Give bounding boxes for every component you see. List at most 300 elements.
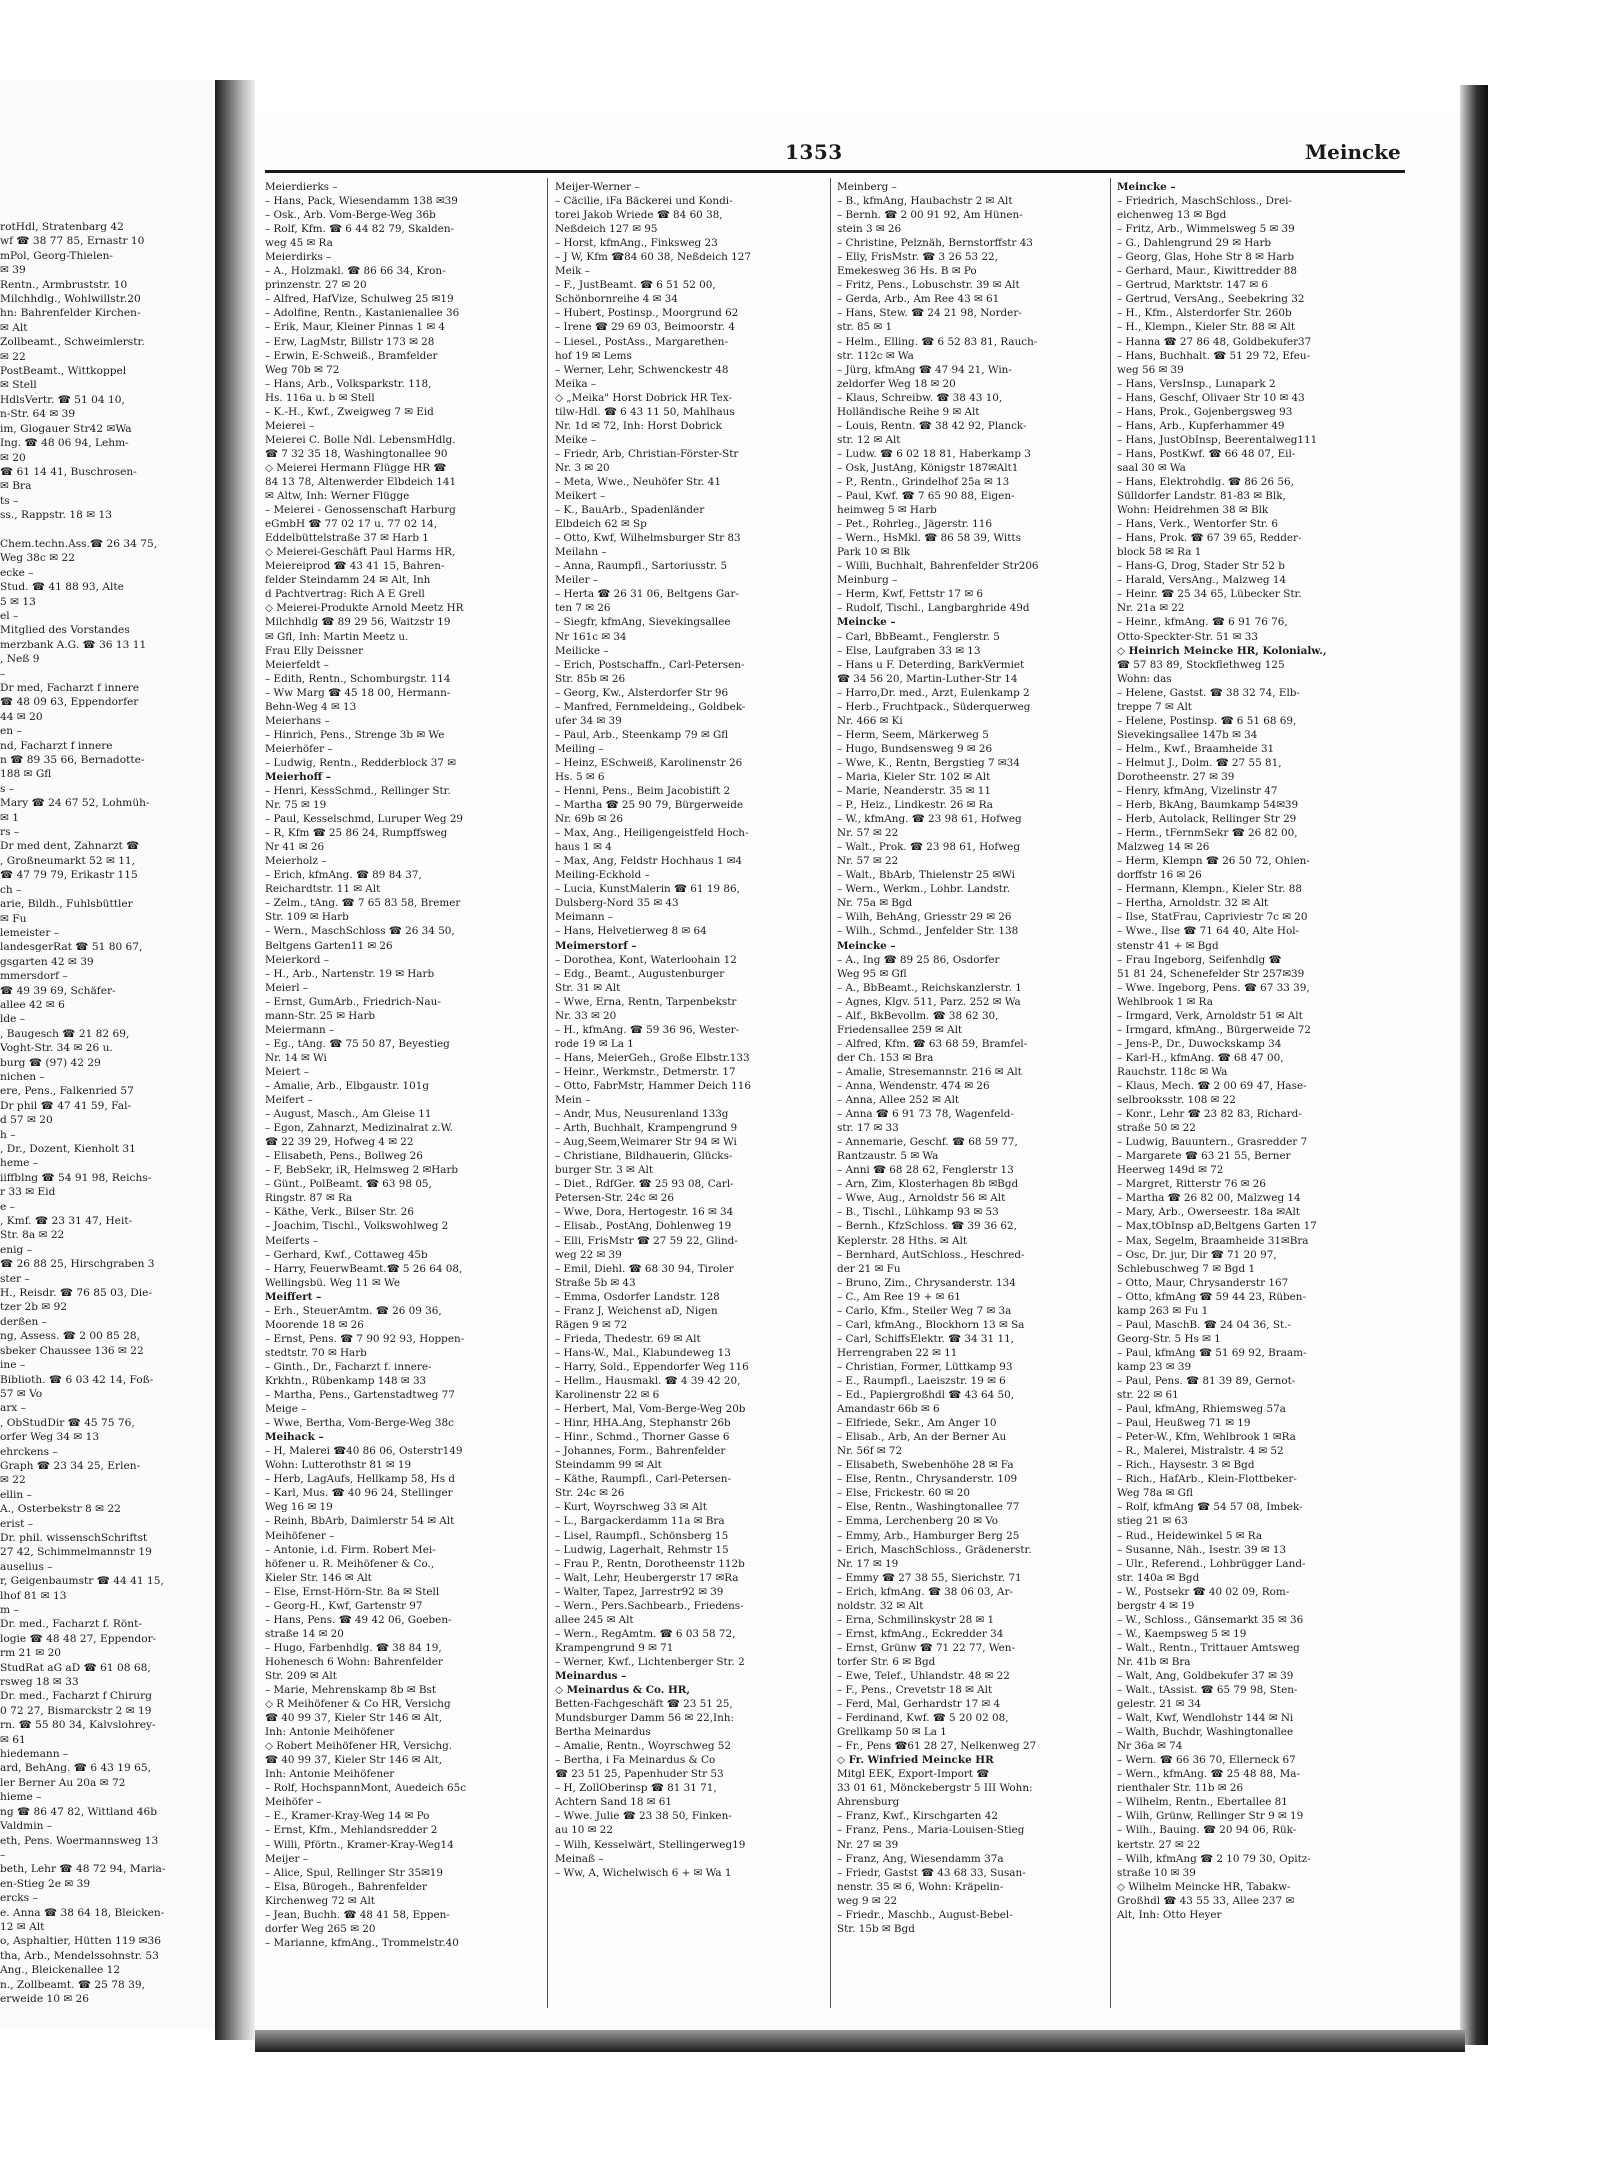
left-page-line: 0 72 27, Bismarckstr 2 ✉ 19 bbox=[0, 1704, 152, 1717]
left-page-line bbox=[0, 523, 210, 537]
directory-entry-line: – F., Pens., Crevetstr 18 ✉ Alt bbox=[837, 1684, 993, 1697]
left-page-line: ler Berner Au 20a ✉ 72 bbox=[0, 1776, 126, 1789]
left-page-column bbox=[0, 220, 210, 2006]
left-page-line: heme – bbox=[0, 1157, 39, 1170]
directory-entry-line: – Wern. ☎ 66 36 70, Ellerneck 67 bbox=[1117, 1754, 1296, 1767]
left-page-line: StudRat aG aD ☎ 61 08 68, bbox=[0, 1661, 151, 1674]
directory-entry-line: Meiferts – bbox=[265, 1234, 319, 1247]
directory-entry-line: – Irene ☎ 29 69 03, Beimoorstr. 4 bbox=[555, 321, 735, 334]
directory-entry-line: Reichardtstr. 11 ✉ Alt bbox=[265, 883, 381, 896]
directory-entry-line: hof 19 ✉ Lems bbox=[555, 349, 632, 362]
directory-entry-line: Großhdl ☎ 43 55 33, Allee 237 ✉ bbox=[1117, 1894, 1295, 1907]
directory-entry-line: – Siegfr, kfmAng, Sievekingsallee bbox=[555, 616, 731, 629]
left-page-line: ecke – bbox=[0, 566, 34, 579]
directory-entry-line: ◇ Meinardus & Co. HR, bbox=[555, 1684, 691, 1697]
left-page-line: ss., Rappstr. 18 ✉ 13 bbox=[0, 509, 112, 522]
left-page-line: Stud. ☎ 41 88 93, Alte bbox=[0, 581, 124, 594]
directory-entry-line: Meinburg – bbox=[837, 574, 898, 587]
directory-entry-line: – Martha ☎ 26 82 00, Malzweg 14 bbox=[1117, 1192, 1301, 1205]
directory-entry-line: – Ernst, Pens. ☎ 7 90 92 93, Hoppen- bbox=[265, 1332, 465, 1345]
directory-entry-line: – Paul, Kesselschmd, Luruper Weg 29 bbox=[265, 813, 464, 826]
directory-entry-line: – Bruno, Zim., Chrysanderstr. 134 bbox=[837, 1276, 1016, 1289]
directory-entry-line: – Carl, kfmAng., Blockhorn 13 ✉ Sa bbox=[837, 1318, 1025, 1331]
directory-entry-line: – W., kfmAng. ☎ 23 98 61, Hofweg bbox=[837, 813, 1022, 826]
directory-entry-line: Krampengrund 9 ✉ 71 bbox=[555, 1641, 674, 1654]
directory-entry-line: – Margret, Ritterstr 76 ✉ 26 bbox=[1117, 1178, 1266, 1191]
directory-entry-line: Friedensallee 259 ✉ Alt bbox=[837, 1023, 963, 1036]
directory-entry-line: Mitgl EEK, Export-Import ☎ bbox=[837, 1768, 990, 1781]
left-page-line: n ☎ 89 35 66, Bernadotte- bbox=[0, 754, 145, 767]
directory-entry-line: – Hans, Pack, Wiesendamm 138 ✉39 bbox=[265, 195, 458, 208]
directory-entry-line: Straße 5b ✉ 43 bbox=[555, 1276, 636, 1289]
directory-entry-line: Heerweg 149d ✉ 72 bbox=[1117, 1164, 1224, 1177]
directory-entry-line: – Lisel, Raumpfl., Schönsberg 15 bbox=[555, 1529, 729, 1542]
directory-entry-line: – Herb., Fruchtpack., Süderquerweg bbox=[837, 700, 1031, 713]
directory-entry-line: – C., Am Ree 19 + ✉ 61 bbox=[837, 1290, 961, 1303]
left-page-line: nd, Facharzt f innere bbox=[0, 739, 113, 752]
directory-entry-line: gelestr. 21 ✉ 34 bbox=[1117, 1698, 1201, 1711]
directory-entry-line: – Friedr., Maschb., August-Bebel- bbox=[837, 1908, 1013, 1921]
left-page-line: hieme – bbox=[0, 1791, 42, 1804]
directory-entry-line: – Elisab., Arb, An der Berner Au bbox=[837, 1431, 1007, 1444]
directory-entry-line: – B., Tischl., Lühkamp 93 ✉ 53 bbox=[837, 1206, 999, 1219]
directory-entry-line: – Pet., Rohrleg., Jägerstr. 116 bbox=[837, 518, 992, 531]
directory-entry-line: – Wern., RegAmtm. ☎ 6 03 58 72, bbox=[555, 1627, 736, 1640]
column-divider bbox=[547, 178, 548, 2008]
directory-entry-line: d Pachtvertrag: Rich A E Grell bbox=[265, 588, 425, 601]
directory-entry-line: Meierhans – bbox=[265, 714, 330, 727]
directory-entry-line: – Wern., Pers.Sachbearb., Friedens- bbox=[555, 1599, 744, 1612]
directory-entry-line: – Dorothea, Kont, Waterloohain 12 bbox=[555, 953, 737, 966]
directory-entry-line: – Franz, Pens., Maria-Louisen-Stieg bbox=[837, 1824, 1025, 1837]
left-page-line: Biblioth. ☎ 6 03 42 14, Foß- bbox=[0, 1373, 154, 1386]
directory-entry-line: Amandastr 66b ✉ 6 bbox=[837, 1403, 940, 1416]
directory-entry-line: Bertha Meinardus bbox=[555, 1726, 651, 1739]
left-page-line: lhof 81 ✉ 13 bbox=[0, 1589, 67, 1602]
directory-entry-line: – Erh., SteuerAmtm. ☎ 26 09 36, bbox=[265, 1304, 442, 1317]
directory-entry-line: – Rolf, HochspannMont, Auedeich 65c bbox=[265, 1782, 467, 1795]
directory-entry-line: – Willi, Pförtn., Kramer-Kray-Weg14 bbox=[265, 1838, 454, 1851]
directory-entry-line: – Emmy ☎ 27 38 55, Sierichstr. 71 bbox=[837, 1571, 1022, 1584]
directory-entry-line: – Herm, Seem, Märkerweg 5 bbox=[837, 728, 989, 741]
left-page-line: h – bbox=[0, 1128, 16, 1141]
directory-entry-line: Meikert – bbox=[555, 490, 606, 503]
left-page-line: ✉ Stell bbox=[0, 379, 37, 392]
left-page-line: auselius – bbox=[0, 1560, 53, 1573]
directory-entry-line: – Elfriede, Sekr., Am Anger 10 bbox=[837, 1417, 997, 1430]
directory-entry-line: – Kurt, Woyrschweg 33 ✉ Alt bbox=[555, 1501, 707, 1514]
directory-entry-line: – Agnes, Klgv. 511, Parz. 252 ✉ Wa bbox=[837, 995, 1021, 1008]
directory-entry-line: – Manfred, Fernmeldeing., Goldbek- bbox=[555, 700, 746, 713]
left-page-line: ☎ 47 79 79, Erikastr 115 bbox=[0, 869, 138, 882]
directory-entry-line: – Frau Ingeborg, Seifenhdlg ☎ bbox=[1117, 953, 1282, 966]
directory-entry-line: Str. 31 ✉ Alt bbox=[555, 981, 621, 994]
directory-entry-line: stenstr 41 + ✉ Bgd bbox=[1117, 939, 1219, 952]
directory-entry-line: Meinaß – bbox=[555, 1852, 604, 1865]
directory-entry-line: Meierei C. Bolle Ndl. LebensmHdlg. bbox=[265, 433, 456, 446]
left-page-line: ✉ 39 bbox=[0, 264, 26, 277]
left-page-line: Chem.techn.Ass.☎ 26 34 75, bbox=[0, 537, 158, 550]
directory-entry-line: – Helene, Postinsp. ☎ 6 51 68 69, bbox=[1117, 714, 1297, 727]
directory-entry-line: – Max, Segelm, Braamheide 31✉Bra bbox=[1117, 1234, 1309, 1247]
directory-entry-line: – Ed., Papiergroßhdl ☎ 43 64 50, bbox=[837, 1389, 1015, 1402]
directory-entry-line: – Alf., BkBevollm. ☎ 38 62 30, bbox=[837, 1009, 999, 1022]
directory-entry-line: – Ferdinand, Kwf. ☎ 5 20 02 08, bbox=[837, 1712, 1009, 1725]
left-page-line: , Neß 9 bbox=[0, 653, 40, 666]
left-page-line: n., Zollbeamt. ☎ 25 78 39, bbox=[0, 1978, 145, 1991]
directory-entry-line: ten 7 ✉ 26 bbox=[555, 602, 611, 615]
directory-entry-line: Keplerstr. 28 Hths. ✉ Alt bbox=[837, 1234, 968, 1247]
directory-entry-line: Ahrensburg bbox=[837, 1796, 900, 1809]
left-page-line: e. Anna ☎ 38 64 18, Bleicken- bbox=[0, 1906, 165, 1919]
directory-entry-line: Neßdeich 127 ✉ 95 bbox=[555, 223, 658, 236]
left-page-line: , Kmf. ☎ 23 31 47, Heit- bbox=[0, 1215, 133, 1228]
directory-entry-line: dorfer Weg 265 ✉ 20 bbox=[265, 1922, 376, 1935]
directory-entry-line: – Fritz, Arb., Wimmelsweg 5 ✉ 39 bbox=[1117, 223, 1295, 236]
directory-entry-line: kamp 23 ✉ 39 bbox=[1117, 1360, 1192, 1373]
left-page-line: ✉ Bra bbox=[0, 480, 32, 493]
directory-entry-line: – Erich, kfmAng. ☎ 89 84 37, bbox=[265, 869, 422, 882]
directory-entry-line: ☎ 22 39 29, Hofweg 4 ✉ 22 bbox=[265, 1136, 414, 1149]
directory-entry-line: – Margarete ☎ 63 21 55, Berner bbox=[1117, 1150, 1291, 1163]
left-page-line: , Großneumarkt 52 ✉ 11, bbox=[0, 854, 136, 867]
left-page-line: ercks – bbox=[0, 1892, 38, 1905]
directory-entry-line: – Alice, Spul, Rellinger Str 35✉19 bbox=[265, 1866, 444, 1879]
directory-entry-line: – H., kfmAng. ☎ 59 36 96, Wester- bbox=[555, 1023, 740, 1036]
left-page-line: derßen – bbox=[0, 1315, 47, 1328]
directory-entry-line: – Georg-H., Kwf, Gartenstr 97 bbox=[265, 1599, 423, 1612]
directory-entry-line: – Egon, Zahnarzt, Medizinalrat z.W. bbox=[265, 1122, 453, 1135]
directory-entry-line: Otto-Speckter-Str. 51 ✉ 33 bbox=[1117, 630, 1258, 643]
directory-entry-line: – Anni ☎ 68 28 62, Fenglerstr 13 bbox=[837, 1164, 1014, 1177]
directory-entry-line: – Franz J, Weichenst aD, Nigen bbox=[555, 1304, 718, 1317]
directory-entry-line: Meijer – bbox=[265, 1852, 308, 1865]
directory-entry-line: rienthaler Str. 11b ✉ 26 bbox=[1117, 1782, 1244, 1795]
directory-entry-line: – Erich, MaschSchloss., Grädenerstr. bbox=[837, 1543, 1032, 1556]
directory-entry-line: – Herm, Kwf, Fettstr 17 ✉ 6 bbox=[837, 588, 983, 601]
left-page-line: 27 42, Schimmelmannstr 19 bbox=[0, 1546, 152, 1559]
left-page-line: A., Osterbekstr 8 ✉ 22 bbox=[0, 1503, 121, 1516]
directory-entry-line: – Christian, Former, Lüttkamp 93 bbox=[837, 1360, 1013, 1373]
left-page-line: arie, Bildh., Fuhlsbüttler bbox=[0, 898, 133, 911]
directory-entry-line: – Ewe, Telef., Uhlandstr. 48 ✉ 22 bbox=[837, 1669, 1010, 1682]
left-page-line: Rentn., Armbruststr. 10 bbox=[0, 278, 128, 291]
left-page-line: ✉ 22 bbox=[0, 350, 26, 363]
directory-entry-line: Nr. 17 ✉ 19 bbox=[837, 1557, 899, 1570]
directory-entry-line: – Erna, Schmilinskystr 28 ✉ 1 bbox=[837, 1613, 995, 1626]
directory-entry-line: Nr. 27 ✉ 39 bbox=[837, 1838, 899, 1851]
directory-entry-line: – Lucia, KunstMalerin ☎ 61 19 86, bbox=[555, 883, 740, 896]
directory-entry-line: – Frieda, Thedestr. 69 ✉ Alt bbox=[555, 1332, 701, 1345]
directory-entry-line: – Werner, Kwf., Lichtenberger Str. 2 bbox=[555, 1655, 745, 1668]
left-page-line: landesgerRat ☎ 51 80 67, bbox=[0, 941, 143, 954]
left-page-line: wf ☎ 38 77 85, Ernastr 10 bbox=[0, 235, 145, 248]
left-page-line: eth, Pens. Woermannsweg 13 bbox=[0, 1834, 159, 1847]
directory-entry-line: eichenweg 13 ✉ Bgd bbox=[1117, 209, 1227, 222]
directory-entry-line: Meiffert – bbox=[265, 1290, 322, 1303]
directory-entry-line: zeldorfer Weg 18 ✉ 20 bbox=[837, 377, 956, 390]
directory-entry-line: – Klaus, Mech. ☎ 2 00 69 47, Hase- bbox=[1117, 1080, 1307, 1092]
directory-entry-line: Nr. 41b ✉ Bra bbox=[1117, 1655, 1191, 1668]
directory-entry-line: Eddelbüttelstraße 37 ✉ Harb 1 bbox=[265, 532, 429, 545]
left-page-line: Voght-Str. 34 ✉ 26 u. bbox=[0, 1042, 113, 1055]
directory-entry-line: – H., Arb., Nartenstr. 19 ✉ Harb bbox=[265, 967, 435, 980]
directory-entry-line: – Ww Marg ☎ 45 18 00, Hermann- bbox=[265, 686, 451, 699]
directory-entry-line: Karolinenstr 22 ✉ 6 bbox=[555, 1389, 660, 1402]
directory-entry-line: Meinardus – bbox=[555, 1669, 627, 1682]
directory-entry-line: ☎ 40 99 37, Kieler Str 146 ✉ Alt, bbox=[265, 1712, 443, 1725]
left-page-line: Mary ☎ 24 67 52, Lohmüh- bbox=[0, 797, 150, 810]
directory-entry-line: Meiling – bbox=[555, 742, 604, 755]
directory-entry-line: – Walth, Buchdr, Washingtonallee bbox=[1117, 1726, 1294, 1739]
directory-entry-line: nenstr. 35 ✉ 6, Wohn: Kräpelin- bbox=[837, 1880, 1004, 1893]
directory-entry-line: Emekesweg 36 Hs. B ✉ Po bbox=[837, 265, 977, 278]
directory-column-2 bbox=[555, 180, 835, 1880]
left-page-line: hn: Bahrenfelder Kirchen- bbox=[0, 307, 141, 320]
directory-entry-line: stieg 21 ✉ 63 bbox=[1117, 1515, 1188, 1528]
directory-entry-line: – Erich, kfmAng. ☎ 38 06 03, Ar- bbox=[837, 1585, 1014, 1598]
directory-entry-line: – Ernst, GumArb., Friedrich-Nau- bbox=[265, 995, 441, 1008]
directory-column-1 bbox=[265, 180, 545, 1950]
directory-entry-line: – Konr., Lehr ☎ 23 82 83, Richard- bbox=[1117, 1108, 1302, 1121]
directory-entry-line: – R, Kfm ☎ 25 86 24, Rumpffsweg bbox=[265, 827, 448, 840]
directory-entry-line: Meimann – bbox=[555, 911, 614, 924]
directory-entry-line: Meincke – bbox=[1117, 181, 1176, 193]
left-page-line: erist – bbox=[0, 1517, 34, 1530]
directory-entry-line: stein 3 ✉ 26 bbox=[837, 223, 902, 236]
directory-entry-line: saal 30 ✉ Wa bbox=[1117, 461, 1186, 474]
directory-entry-line: – Walt., BbArb, Thielenstr 25 ✉Wi bbox=[837, 869, 1015, 882]
directory-entry-line: – Hinr., Schmd., Thorner Gasse 6 bbox=[555, 1431, 730, 1444]
left-page-line: hiedemann – bbox=[0, 1748, 69, 1761]
directory-entry-line: 51 81 24, Schenefelder Str 257✉39 bbox=[1117, 967, 1305, 980]
directory-entry-line: Meilahn – bbox=[555, 546, 607, 559]
directory-entry-line: Str. 109 ✉ Harb bbox=[265, 911, 349, 924]
directory-entry-line: – Amalie, Arb., Elbgaustr. 101g bbox=[265, 1080, 430, 1092]
directory-entry-line: ◇ Meierei Hermann Flügge HR ☎ bbox=[265, 461, 447, 474]
directory-entry-line: – Gerda, Arb., Am Ree 43 ✉ 61 bbox=[837, 293, 1000, 306]
directory-entry-line: Inh: Antonie Meihöfener bbox=[265, 1768, 395, 1781]
directory-entry-line: Hs. 5 ✉ 6 bbox=[555, 770, 605, 783]
left-page-line: PostBeamt., Wittkoppel bbox=[0, 365, 127, 378]
directory-entry-line: tilw-Hdl. ☎ 6 43 11 50, Mahlhaus bbox=[555, 405, 735, 418]
directory-entry-line: – E., Kramer-Kray-Weg 14 ✉ Po bbox=[265, 1810, 430, 1823]
directory-entry-line: Malzweg 14 ✉ 26 bbox=[1117, 841, 1210, 854]
directory-entry-line: – Horst, kfmAng., Finksweg 23 bbox=[555, 237, 718, 250]
directory-entry-line: Meige – bbox=[265, 1403, 307, 1416]
left-page-line: lde – bbox=[0, 1013, 26, 1026]
directory-entry-line: – Anna ☎ 6 91 73 78, Wagenfeld- bbox=[837, 1108, 1014, 1121]
left-page-line: ☎ 26 88 25, Hirschgraben 3 bbox=[0, 1258, 155, 1271]
left-page-line: ellin – bbox=[0, 1488, 32, 1501]
directory-entry-line: – Hans, Geschf, Olivaer Str 10 ✉ 43 bbox=[1117, 391, 1305, 404]
left-page-line: , Dr., Dozent, Kienholt 31 bbox=[0, 1143, 136, 1155]
directory-entry-line: – Wwe, K., Rentn, Bergstieg 7 ✉34 bbox=[837, 756, 1020, 769]
left-page-line: im, Glogauer Str42 ✉Wa bbox=[0, 422, 132, 435]
directory-entry-line: Nr 41 ✉ 26 bbox=[265, 841, 325, 854]
directory-entry-line: – Wern., kfmAng. ☎ 25 48 88, Ma- bbox=[1117, 1768, 1300, 1781]
directory-entry-line: – Herm, Klempn ☎ 26 50 72, Ohlen- bbox=[1117, 855, 1310, 868]
directory-entry-line: – Hellm., Hausmakl. ☎ 4 39 42 20, bbox=[555, 1374, 741, 1387]
left-page-line: 44 ✉ 20 bbox=[0, 710, 43, 723]
directory-entry-line: – Martha ☎ 25 90 79, Bürgerweide bbox=[555, 799, 744, 812]
directory-entry-line: – Wilh, Kesselwärt, Stellingerweg19 bbox=[555, 1838, 746, 1851]
directory-entry-line: dorffstr 16 ✉ 26 bbox=[1117, 869, 1202, 882]
directory-entry-line: Holländische Reihe 9 ✉ Alt bbox=[837, 405, 980, 418]
directory-entry-line: Meierei – bbox=[265, 419, 315, 432]
directory-entry-line: Nr 161c ✉ 34 bbox=[555, 630, 627, 643]
directory-entry-line: straße 14 ✉ 20 bbox=[265, 1627, 344, 1640]
directory-entry-line: Frau Elly Deissner bbox=[265, 644, 364, 657]
directory-entry-line: – A., Ing ☎ 89 25 86, Osdorfer bbox=[837, 953, 1000, 966]
directory-entry-line: – Paul, Pens. ☎ 81 39 89, Gernot- bbox=[1117, 1374, 1296, 1387]
directory-entry-line: – Henri, KessSchmd., Rellinger Str. bbox=[265, 785, 451, 798]
directory-entry-line: felder Steindamm 24 ✉ Alt, Inh bbox=[265, 574, 431, 587]
directory-entry-line: – Bernh., KfzSchloss. ☎ 39 36 62, bbox=[837, 1220, 1017, 1233]
directory-entry-line: Weg 95 ✉ Gfl bbox=[837, 967, 907, 980]
directory-entry-line: – F., JustBeamt. ☎ 6 51 52 00, bbox=[555, 279, 716, 292]
directory-entry-line: – Anna, Raumpfl., Sartoriusstr. 5 bbox=[555, 560, 728, 573]
directory-entry-line: – W., Schloss., Gänsemarkt 35 ✉ 36 bbox=[1117, 1613, 1304, 1626]
left-page-line: Dr med, Facharzt f innere bbox=[0, 682, 139, 694]
directory-entry-line: – Günt., PolBeamt. ☎ 63 98 05, bbox=[265, 1178, 432, 1191]
directory-entry-line: – Hans, Pens. ☎ 49 42 06, Goeben- bbox=[265, 1613, 452, 1626]
directory-entry-line: Str. 85b ✉ 26 bbox=[555, 672, 626, 685]
left-page-line: el – bbox=[0, 609, 19, 622]
directory-entry-line: weg 45 ✉ Ra bbox=[265, 237, 333, 250]
directory-entry-line: haus 1 ✉ 4 bbox=[555, 841, 612, 854]
directory-entry-line: Meiling-Eckhold – bbox=[555, 869, 650, 882]
directory-entry-line: – Irmgard, Verk, Arnoldstr 51 ✉ Alt bbox=[1117, 1009, 1303, 1022]
left-page-line: Dr med dent, Zahnarzt ☎ bbox=[0, 840, 140, 853]
left-page-line: ✉ 61 bbox=[0, 1733, 26, 1746]
directory-entry-line: ☎ 57 83 89, Stockflethweg 125 bbox=[1117, 658, 1285, 671]
directory-entry-line: Elbdeich 62 ✉ Sp bbox=[555, 518, 647, 531]
left-page-line: ch – bbox=[0, 883, 22, 896]
directory-entry-line: – Anna, Wendenstr. 474 ✉ 26 bbox=[837, 1080, 990, 1092]
directory-entry-line: – P., Heiz., Lindkestr. 26 ✉ Ra bbox=[837, 799, 993, 812]
directory-entry-line: Kirchenweg 72 ✉ Alt bbox=[265, 1894, 375, 1907]
directory-entry-line: au 10 ✉ 22 bbox=[555, 1824, 613, 1837]
directory-entry-line: – Jürg, kfmAng ☎ 47 94 21, Win- bbox=[837, 363, 1012, 376]
left-page-line: Ang., Bleickenallee 12 bbox=[0, 1964, 121, 1977]
directory-entry-line: ◇ R Meihöfener & Co HR, Versichg bbox=[265, 1698, 451, 1711]
directory-entry-line: Meihöfener – bbox=[265, 1529, 335, 1542]
directory-entry-line: – Fr., Pens ☎61 28 27, Nelkenweg 27 bbox=[837, 1740, 1037, 1753]
directory-entry-line: Meiereiprod ☎ 43 41 15, Bahren- bbox=[265, 560, 445, 573]
left-page-line: e – bbox=[0, 1200, 15, 1213]
left-page-line: arx – bbox=[0, 1402, 27, 1415]
directory-entry-line: – Elisab., PostAng, Dohlenweg 19 bbox=[555, 1220, 732, 1233]
directory-entry-line: Schlebuschweg 7 ✉ Bgd 1 bbox=[1117, 1262, 1256, 1275]
directory-entry-line: – Harry, FeuerwBeamt.☎ 5 26 64 08, bbox=[265, 1262, 463, 1275]
left-page-line: ine – bbox=[0, 1359, 26, 1372]
directory-entry-line: weg 56 ✉ 39 bbox=[1117, 363, 1184, 376]
directory-entry-line: – Louis, Rentn. ☎ 38 42 92, Planck- bbox=[837, 419, 1027, 432]
directory-entry-line: Nr. 56f ✉ 72 bbox=[837, 1445, 903, 1458]
directory-entry-line: Meierhoff – bbox=[265, 770, 331, 783]
left-page-line: beth, Lehr ☎ 48 72 94, Maria- bbox=[0, 1863, 166, 1876]
directory-entry-line: – G., Dahlengrund 29 ✉ Harb bbox=[1117, 237, 1272, 250]
directory-entry-line: – Andr, Mus, Neusurenland 133g bbox=[555, 1108, 729, 1121]
left-page-line: Ing. ☎ 48 06 94, Lehm- bbox=[0, 437, 129, 450]
directory-entry-line: – Irmgard, kfmAng., Bürgerweide 72 bbox=[1117, 1023, 1311, 1036]
directory-entry-line: – Hans, Elektrohdlg. ☎ 86 26 56, bbox=[1117, 475, 1294, 488]
left-page-line: H., Reisdr. ☎ 76 85 03, Die- bbox=[0, 1287, 153, 1300]
directory-entry-line: – Elsa, Bürogeh., Bahrenfelder bbox=[265, 1880, 427, 1893]
directory-entry-line: – Diet., RdfGer. ☎ 25 93 08, Carl- bbox=[555, 1178, 734, 1191]
left-page-line: , Baugesch ☎ 21 82 69, bbox=[0, 1027, 130, 1040]
directory-entry-line: – Gerhard, Kwf., Cottaweg 45b bbox=[265, 1248, 428, 1261]
directory-entry-line: – Wwe, Aug., Arnoldstr 56 ✉ Alt bbox=[837, 1192, 1006, 1205]
directory-entry-line: – Amalie, Stresemannstr. 216 ✉ Alt bbox=[837, 1065, 1022, 1078]
directory-entry-line: – Hans u F. Deterding, BarkVermiet bbox=[837, 658, 1025, 671]
directory-entry-line: – Heinr., Werkmstr., Detmerstr. 17 bbox=[555, 1065, 736, 1078]
directory-entry-line: Meihack – bbox=[265, 1431, 324, 1444]
directory-entry-line: – Antonie, i.d. Firm. Robert Mei- bbox=[265, 1543, 436, 1556]
directory-entry-line: Wohn: Heidrehmen 38 ✉ Blk bbox=[1117, 504, 1269, 517]
directory-entry-line: – Hertha, Arnoldstr. 32 ✉ Alt bbox=[1117, 897, 1269, 910]
directory-entry-line: – Hans, JustObInsp, Beerentalweg111 bbox=[1117, 433, 1318, 446]
directory-entry-line: Dulsberg-Nord 35 ✉ 43 bbox=[555, 897, 679, 910]
directory-entry-line: ◇ Heinrich Meincke HR, Kolonialw., bbox=[1117, 644, 1327, 657]
directory-entry-line: ☎ 7 32 35 18, Washingtonallee 90 bbox=[265, 447, 448, 460]
directory-entry-line: – Rud., Heidewinkel 5 ✉ Ra bbox=[1117, 1529, 1263, 1542]
directory-entry-line: – Aug,Seem,Weimarer Str 94 ✉ Wi bbox=[555, 1136, 737, 1149]
directory-entry-line: str. 12 ✉ Alt bbox=[837, 433, 901, 446]
left-page-line: rm 21 ✉ 20 bbox=[0, 1647, 62, 1660]
directory-entry-line: – Heinr., kfmAng. ☎ 6 91 76 76, bbox=[1117, 616, 1288, 629]
directory-entry-line: – Helene, Gastst. ☎ 38 32 74, Elb- bbox=[1117, 686, 1300, 699]
directory-entry-line: – Wern., MaschSchloss ☎ 26 34 50, bbox=[265, 925, 455, 938]
directory-entry-line: – Arth, Buchhalt, Krampengrund 9 bbox=[555, 1122, 738, 1135]
running-head: Meincke bbox=[1305, 140, 1401, 164]
left-page-line: , ObStudDir ☎ 45 75 76, bbox=[0, 1416, 135, 1429]
page-bottom-edge bbox=[255, 2030, 1465, 2052]
directory-entry-line: – Hans, Arb., Volksparkstr. 118, bbox=[265, 377, 432, 390]
directory-entry-line: Krkhtn., Rübenkamp 148 ✉ 33 bbox=[265, 1374, 427, 1387]
directory-entry-line: – Anna, Allee 252 ✉ Alt bbox=[837, 1094, 960, 1107]
left-page-line: lemeister – bbox=[0, 926, 60, 939]
directory-entry-line: – Ludwig, Rentn., Redderblock 37 ✉ bbox=[265, 756, 456, 769]
directory-entry-line: – Franz, Ang, Wiesendamm 37a bbox=[837, 1852, 1004, 1865]
directory-entry-line: – Karl, Mus. ☎ 40 96 24, Stellinger bbox=[265, 1487, 453, 1500]
directory-entry-line: – Paul, Kwf. ☎ 7 65 90 88, Eigen- bbox=[837, 490, 1015, 503]
left-page-line: burg ☎ (97) 42 29 bbox=[0, 1056, 101, 1069]
left-page-line: iiffblng ☎ 54 91 98, Reichs- bbox=[0, 1171, 152, 1184]
directory-entry-line: ✉ Altw, Inh: Werner Flügge bbox=[265, 490, 410, 503]
left-page-line: mPol, Georg-Thielen- bbox=[0, 249, 114, 262]
directory-entry-line: – Gertrud, Marktstr. 147 ✉ 6 bbox=[1117, 279, 1268, 292]
directory-entry-line: – Werner, Lehr, Schwenckestr 48 bbox=[555, 363, 729, 376]
directory-entry-line: – Käthe, Verk., Bilser Str. 26 bbox=[265, 1206, 414, 1219]
directory-entry-line: – Martha, Pens., Gartenstadtweg 77 bbox=[265, 1389, 455, 1402]
left-page-line: Valdmin – bbox=[0, 1820, 53, 1833]
directory-entry-line: straße 10 ✉ 39 bbox=[1117, 1866, 1196, 1879]
directory-entry-line: – Susanne, Näh., Isestr. 39 ✉ 13 bbox=[1117, 1543, 1287, 1556]
left-page-line: rotHdl, Stratenbarg 42 bbox=[0, 221, 124, 233]
left-page-line: ✉ 22 bbox=[0, 1474, 26, 1487]
directory-entry-line: Meierkord – bbox=[265, 953, 329, 966]
directory-entry-line: str. 22 ✉ 61 bbox=[1117, 1389, 1179, 1402]
directory-entry-line: – Henni, Pens., Beim Jacobistift 2 bbox=[555, 785, 731, 798]
directory-entry-line: Meika – bbox=[555, 377, 597, 390]
directory-entry-line: ◇ Robert Meihöfener HR, Versichg. bbox=[265, 1740, 453, 1753]
directory-entry-line: – Wilh, Grünw, Rellinger Str 9 ✉ 19 bbox=[1117, 1810, 1304, 1823]
directory-entry-line: – Osk, JustAng, Königstr 187✉Alt1 bbox=[837, 461, 1019, 474]
directory-entry-line: – W., Kaempsweg 5 ✉ 19 bbox=[1117, 1627, 1247, 1640]
directory-entry-line: – Henry, kfmAng, Vizelinstr 47 bbox=[1117, 785, 1278, 798]
